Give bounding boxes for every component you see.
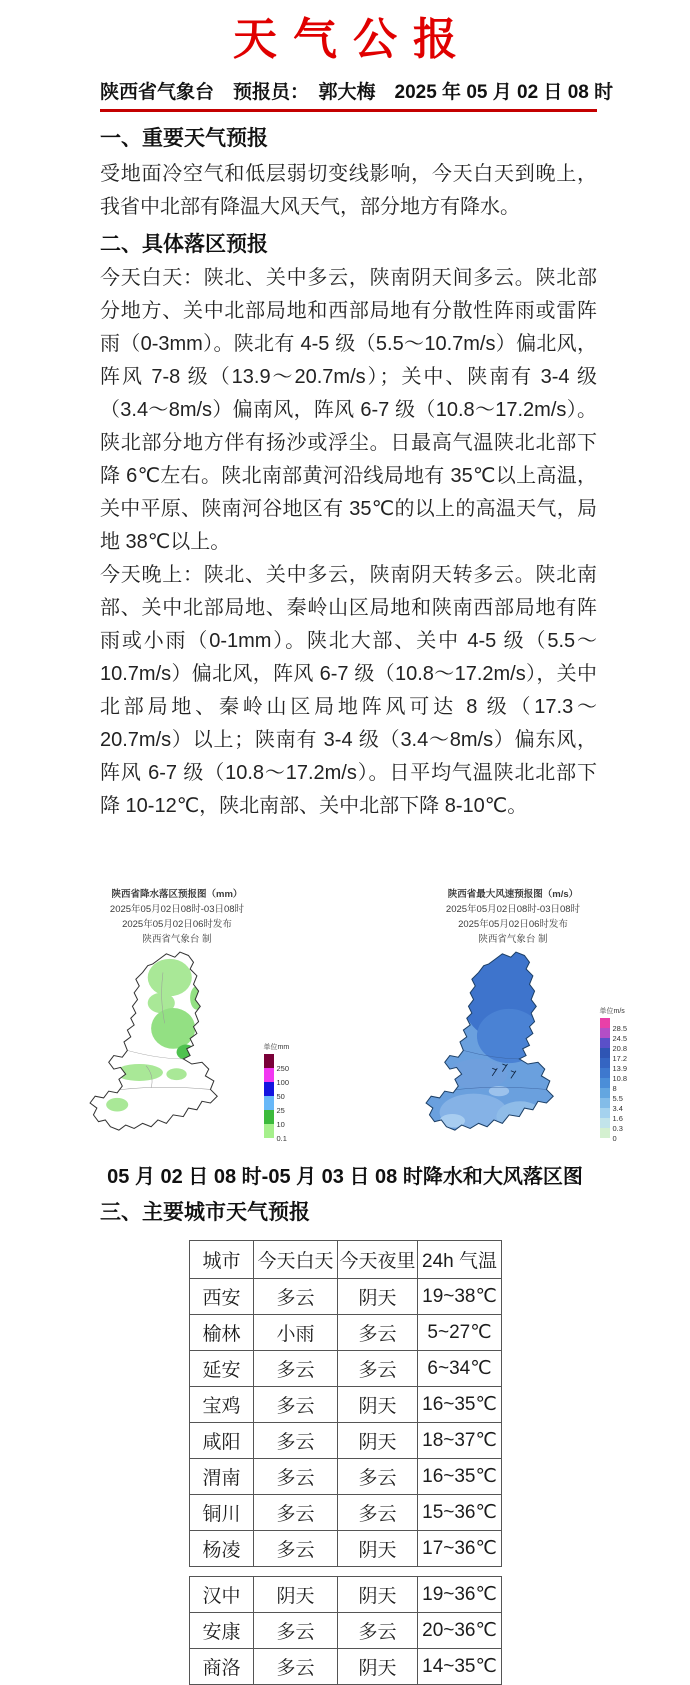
table-cell: 多云 [338, 1351, 418, 1387]
table-cell: 多云 [254, 1387, 338, 1423]
table-cell: 多云 [254, 1351, 338, 1387]
table-cell: 渭南 [190, 1459, 254, 1495]
legend-tick-label: 13.9 [612, 1064, 628, 1073]
table-cell: 14~35℃ [418, 1649, 502, 1685]
forecast-maps-row [0, 887, 690, 1142]
precip-map-issue-time: 2025年05月02日06时发布 [122, 919, 232, 930]
issuer-line: 陕西省气象台 预报员： 郭大梅 2025 年 05 月 02 日 08 时 [100, 82, 597, 112]
legend-color-segment [600, 1048, 610, 1058]
legend-tick-label: 28.5 [612, 1024, 628, 1033]
table-cell: 17~36℃ [418, 1531, 502, 1567]
table-cell: 多云 [254, 1423, 338, 1459]
legend-tick-label: 0.1 [276, 1134, 287, 1143]
table-cell: 阴天 [338, 1531, 418, 1567]
table-row [190, 1387, 502, 1423]
legend-tick-label: 0.3 [612, 1124, 623, 1133]
wind-map-title: 陕西省最大风速预报图（m/s） [447, 889, 579, 900]
table-cell: 汉中 [190, 1577, 254, 1613]
precip-legend-title: 单位mm [263, 1044, 290, 1051]
legend-tick-label: 5.5 [612, 1094, 623, 1103]
wind-blue-areas [414, 947, 567, 1142]
table-cell: 杨凌 [190, 1531, 254, 1567]
table-cell: 多云 [254, 1649, 338, 1685]
table-cell: 20~36℃ [418, 1613, 502, 1649]
table-cell: 多云 [254, 1531, 338, 1567]
legend-color-segment [600, 1058, 610, 1068]
legend-tick-label: 20.8 [612, 1044, 628, 1053]
legend-tick-label: 10.8 [612, 1074, 628, 1083]
legend-tick-label: 24.5 [612, 1034, 628, 1043]
table-cell: 阴天 [338, 1577, 418, 1613]
wind-map-titles [446, 887, 580, 947]
legend-color-segment [600, 1078, 610, 1088]
table-row [190, 1613, 502, 1649]
table-header-cell: 24h 气温 [418, 1241, 502, 1279]
legend-tick-label: 250 [276, 1064, 290, 1073]
wind-legend-bar [600, 1018, 628, 1143]
table-cell: 铜川 [190, 1495, 254, 1531]
table-row [190, 1577, 502, 1613]
precip-map-valid-time: 2025年05月02日08时-03日08时 [109, 904, 245, 915]
table-cell: 多云 [254, 1459, 338, 1495]
legend-color-segment [600, 1108, 610, 1118]
night-forecast-paragraph: 今天晚上：陕北、关中多云，陕南阴天转多云。陕北南部、关中北部局地、秦岭山区局地和陕南西部局地有阵雨或小雨（0-1mm）。陕北大部、关中 4-5 级（5.5～10.7m/s）偏北风，阵风 6-7 级（10.8～17.2m/s），关中北部局地、秦岭山区局地阵风可达 8 级（17.3～20.7m/s）以上；陕南有 3-4 级（3.4～8m/s）偏东风，阵风 6-7 级（10.8～17.2m/s）。日平均气温陕北北部下降 10-12℃，陕北南部、关中北部下降 8-10℃。 [100, 564, 597, 817]
table-cell: 阴天 [338, 1387, 418, 1423]
legend-tick-label: 1.6 [612, 1114, 623, 1123]
precip-map-title: 陕西省降水落区预报图（mm） [111, 889, 243, 900]
legend-color-segment [264, 1110, 274, 1124]
daytime-forecast-paragraph: 今天白天：陕北、关中多云，陕南阴天间多云。陕北部分地方、关中北部局地和西部局地有分散性阵雨或雷阵雨（0-3mm）。陕北有 4-5 级（5.5～10.7m/s）偏北风，阵风 7-8 级（13.9～20.7m/s）；关中、陕南有 3-4 级（3.4～8m/s）偏南风，阵风 6-7 级（10.8～17.2m/s）。陕北部分地方伴有扬沙或浮尘。日最高气温陕北北部下降 6℃左右。陕北南部黄河沿线局地有 35℃以上高温，关中平原、陕南河谷地区有 35℃的以上的高温天气，局地 38℃以上。 [100, 267, 597, 553]
table-cell: 16~35℃ [418, 1459, 502, 1495]
legend-tick-label: 100 [276, 1078, 290, 1087]
table-header-row [190, 1241, 502, 1279]
precip-legend-bar [264, 1054, 290, 1143]
table-cell: 阴天 [254, 1577, 338, 1613]
table-cell: 多云 [254, 1495, 338, 1531]
table-cell: 安康 [190, 1613, 254, 1649]
legend-color-segment [600, 1068, 610, 1078]
table-header-cell: 今天白天 [254, 1241, 338, 1279]
table-cell: 西安 [190, 1279, 254, 1315]
table-cell: 延安 [190, 1351, 254, 1387]
section-2-heading: 二、具体落区预报 [100, 233, 268, 256]
table-cell: 多云 [338, 1613, 418, 1649]
table-cell: 15~36℃ [418, 1495, 502, 1531]
legend-tick-label: 10 [276, 1120, 285, 1129]
wind-map-credit: 陕西省气象台 制 [478, 934, 548, 945]
table-row [190, 1351, 502, 1387]
precip-map-credit: 陕西省气象台 制 [142, 934, 212, 945]
wind-map [383, 947, 598, 1142]
wind-legend-title: 单位m/s [599, 1008, 625, 1015]
precipitation-map [47, 947, 262, 1142]
legend-color-segment [600, 1088, 610, 1098]
section-3-heading: 三、主要城市天气预报 [100, 1201, 310, 1224]
table-cell: 5~27℃ [418, 1315, 502, 1351]
precipitation-map-titles [110, 887, 244, 947]
table-cell: 多云 [338, 1495, 418, 1531]
legend-color-segment [264, 1054, 274, 1068]
legend-color-segment [600, 1028, 610, 1038]
table-row [190, 1423, 502, 1459]
table-row [190, 1649, 502, 1685]
table-cell: 阴天 [338, 1423, 418, 1459]
city-forecast-table-south [189, 1576, 502, 1685]
section-1-heading: 一、重要天气预报 [100, 127, 268, 150]
table-cell: 小雨 [254, 1315, 338, 1351]
table-cell: 19~38℃ [418, 1279, 502, 1315]
table-row [190, 1531, 502, 1567]
table-cell: 咸阳 [190, 1423, 254, 1459]
maps-caption: 05 月 02 日 08 时-05 月 03 日 08 时降水和大风落区图 [107, 1166, 583, 1188]
table-row [190, 1459, 502, 1495]
table-cell: 6~34℃ [418, 1351, 502, 1387]
table-cell: 多云 [254, 1613, 338, 1649]
table-header-cell: 今天夜里 [338, 1241, 418, 1279]
table-cell: 商洛 [190, 1649, 254, 1685]
legend-color-segment [264, 1124, 274, 1138]
wind-legend [599, 1006, 644, 1143]
table-cell: 多云 [338, 1315, 418, 1351]
legend-color-segment [600, 1128, 610, 1138]
table-cell: 榆林 [190, 1315, 254, 1351]
legend-tick-label: 50 [276, 1092, 285, 1101]
wind-map-issue-time: 2025年05月02日06时发布 [458, 919, 568, 930]
table-row [190, 1279, 502, 1315]
table-cell: 多云 [338, 1459, 418, 1495]
wind-map-valid-time: 2025年05月02日08时-03日08时 [445, 904, 581, 915]
table-cell: 18~37℃ [418, 1423, 502, 1459]
table-cell: 宝鸡 [190, 1387, 254, 1423]
legend-tick-label: 17.2 [612, 1054, 628, 1063]
table-row [190, 1315, 502, 1351]
legend-color-segment [600, 1118, 610, 1128]
precipitation-map-panel [12, 887, 342, 1142]
legend-color-segment [264, 1082, 274, 1096]
legend-color-segment [264, 1096, 274, 1110]
city-forecast-table-main [189, 1240, 502, 1567]
table-cell: 阴天 [338, 1649, 418, 1685]
table-cell: 19~36℃ [418, 1577, 502, 1613]
legend-color-segment [264, 1068, 274, 1082]
legend-tick-label: 8 [612, 1084, 617, 1093]
legend-tick-label: 3.4 [612, 1104, 623, 1113]
legend-tick-label: 25 [276, 1106, 285, 1115]
table-cell: 多云 [254, 1279, 338, 1315]
legend-tick-label: 0 [612, 1134, 617, 1143]
legend-color-segment [600, 1018, 610, 1028]
section-1-paragraph: 受地面冷空气和低层弱切变线影响，今天白天到晚上，我省中北部有降温大风天气，部分地方有降水。 [100, 163, 597, 218]
city-forecast-tables [189, 1240, 501, 1685]
table-header-cell: 城市 [190, 1241, 254, 1279]
precip-legend [263, 1042, 308, 1143]
page-title: 天气公报 [233, 15, 473, 64]
table-row [190, 1495, 502, 1531]
table-cell: 16~35℃ [418, 1387, 502, 1423]
table-cell: 阴天 [338, 1279, 418, 1315]
legend-color-segment [600, 1038, 610, 1048]
wind-map-panel [348, 887, 678, 1142]
legend-color-segment [600, 1098, 610, 1108]
